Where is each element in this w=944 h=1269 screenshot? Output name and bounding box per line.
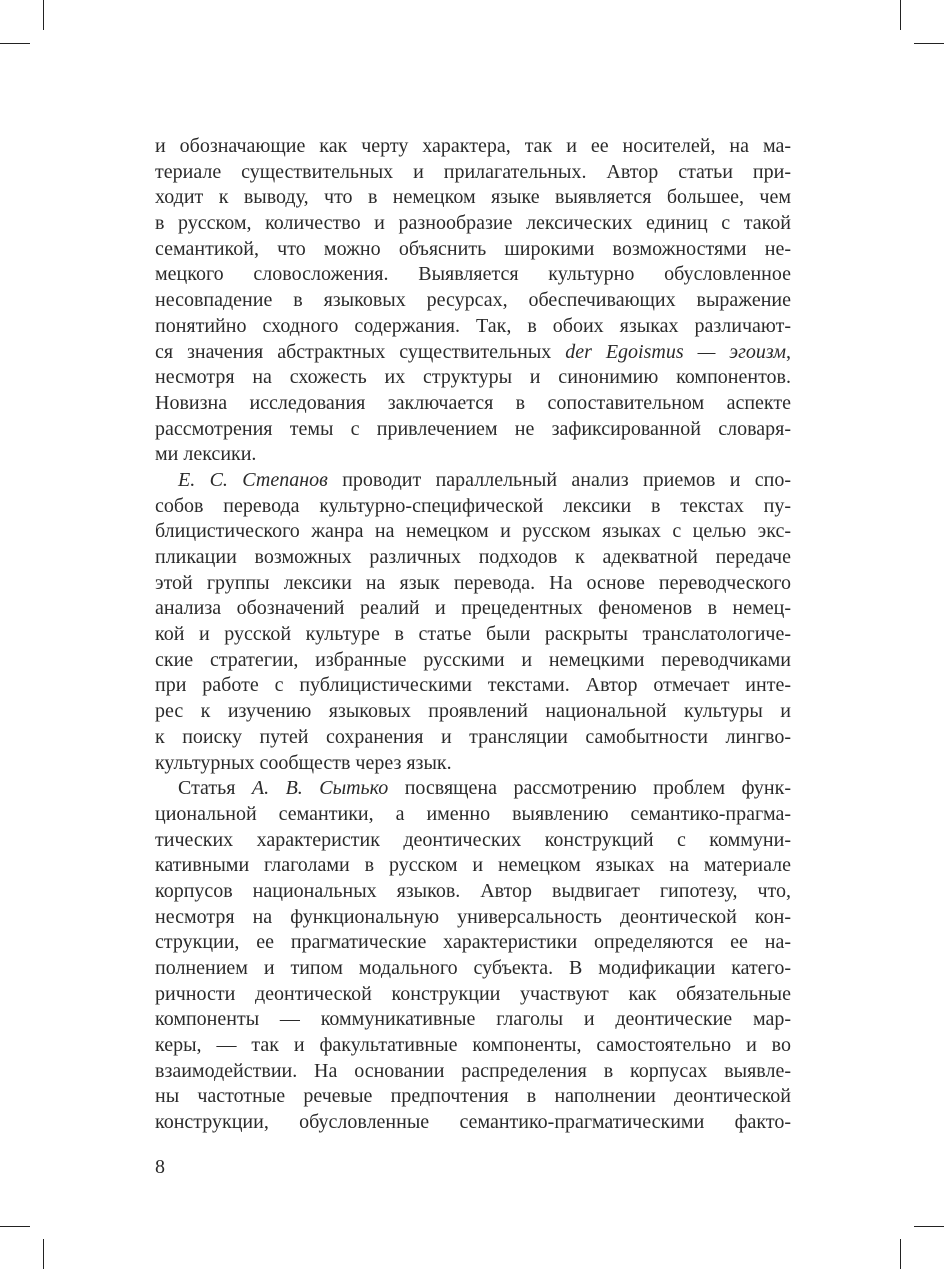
text-line — [155, 596, 791, 622]
text-segment: циональной семантики, а именно выявлению семантико-прагма- — [155, 802, 791, 825]
text-line — [155, 1007, 791, 1033]
text-segment: рассмотрения темы с привлечением не зафиксированной словаря- — [155, 417, 791, 440]
text-segment: и обозначающие как черту характера, так и ее носителей, на ма- — [155, 135, 791, 157]
text-line — [155, 1059, 791, 1085]
text-segment: кативными глаголами в русском и немецком языках на материале — [155, 854, 791, 877]
text-line — [155, 494, 791, 520]
text-segment: понятийно сходного содержания. Так, в обоих языках различают- — [155, 314, 791, 337]
italic-name: Е. С. Степанов — [178, 468, 328, 491]
text-line — [155, 365, 791, 391]
text-line — [155, 956, 791, 982]
text-segment: несмотря на схожесть их структуры и синонимию компонентов. — [155, 366, 791, 389]
text-line — [155, 211, 791, 237]
italic-name: der Egoismus — эгоизм — [565, 340, 786, 363]
text-segment: к поиску путей сохранения и трансляции самобытности лингво- — [155, 725, 791, 748]
text-segment: тических характеристик деонтических конструкций с коммуни- — [155, 828, 791, 851]
text-line — [155, 879, 791, 905]
text-line — [155, 776, 791, 802]
body-text — [155, 134, 791, 1136]
text-segment: компоненты — коммуникативные глаголы и деонтические мар- — [155, 1008, 791, 1031]
text-line — [155, 648, 791, 674]
text-segment: ходит к выводу, что в немецком языке выявляется большее, чем — [155, 186, 791, 209]
text-line — [155, 340, 791, 366]
text-segment: ские стратегии, избранные русскими и немецкими переводчиками — [155, 648, 791, 671]
text-line — [155, 673, 791, 699]
text-segment: взаимодействии. На основании распределения в корпусах выявле- — [155, 1059, 791, 1082]
italic-name: А. В. Сытько — [251, 777, 389, 800]
text-line — [155, 160, 791, 186]
text-line — [155, 185, 791, 211]
text-segment: конструкции, обусловленные семантико-прагматическими факто- — [155, 1111, 791, 1134]
text-segment: мецкого словосложения. Выявляется культурно обусловленное — [155, 263, 791, 286]
text-line — [155, 134, 791, 160]
text-segment: проводит параллельный анализ приемов и спо- — [327, 468, 791, 491]
text-line — [155, 288, 791, 314]
text-segment: блицистического жанра на немецком и русском языках с целью экс- — [155, 520, 791, 543]
text-line — [155, 468, 791, 494]
text-line — [155, 1033, 791, 1059]
crop-mark — [43, 1239, 44, 1269]
text-segment: посвящена рассмотрению проблем функ- — [388, 777, 791, 800]
text-segment: териале существительных и прилагательных. Автор статьи при- — [155, 160, 791, 183]
text-segment: керы, — так и факультативные компоненты, самостоятельно и во — [155, 1034, 791, 1057]
text-line — [155, 391, 791, 417]
text-line — [155, 853, 791, 879]
page-number: 8 — [155, 1156, 165, 1178]
crop-mark — [43, 0, 44, 30]
text-segment: несовпадение в языковых ресурсах, обеспечивающих выражение — [155, 289, 791, 312]
text-line — [155, 802, 791, 828]
text-line — [155, 571, 791, 597]
text-segment: Новизна исследования заключается в сопоставительном аспекте — [155, 391, 791, 414]
text-line — [155, 905, 791, 931]
text-segment: , — [786, 340, 791, 363]
text-segment: анализа обозначений реалий и прецедентных феноменов в немец- — [155, 597, 791, 620]
text-line — [155, 751, 791, 777]
crop-mark — [900, 1239, 901, 1269]
crop-mark — [914, 1226, 944, 1227]
text-line — [155, 622, 791, 648]
paragraph — [155, 468, 791, 776]
text-segment: ми лексики. — [155, 443, 257, 466]
text-line — [155, 1110, 791, 1136]
text-line — [155, 982, 791, 1008]
text-line — [155, 930, 791, 956]
text-segment: ны частотные речевые предпочтения в наполнении деонтической — [155, 1085, 791, 1108]
text-segment: Статья — [178, 777, 252, 800]
text-line — [155, 442, 791, 468]
text-segment: несмотря на функциональную универсальность деонтической кон- — [155, 905, 791, 928]
crop-mark — [914, 43, 944, 44]
text-line — [155, 417, 791, 443]
text-segment: кой и русской культуре в статье были раскрыты транслатологиче- — [155, 623, 791, 646]
text-line — [155, 237, 791, 263]
text-line — [155, 828, 791, 854]
crop-mark — [900, 0, 901, 30]
paragraph — [155, 134, 791, 468]
crop-mark — [0, 43, 30, 44]
text-line — [155, 725, 791, 751]
text-segment: при работе с публицистическими текстами. Автор отмечает инте- — [155, 674, 791, 697]
text-segment: в русском, количество и разнообразие лексических единиц с такой — [155, 212, 791, 235]
text-line — [155, 262, 791, 288]
text-segment: полнением и типом модального субъекта. В модификации катего- — [155, 957, 791, 979]
text-segment: ся значения абстрактных существительных — [155, 340, 566, 363]
text-segment: собов перевода культурно-специфической лексики в текстах пу- — [155, 494, 791, 517]
text-line — [155, 1084, 791, 1110]
text-segment: семантикой, что можно объяснить широкими возможностями не- — [155, 237, 791, 260]
text-segment: корпусов национальных языков. Автор выдвигает гипотезу, что, — [155, 879, 791, 902]
text-line — [155, 699, 791, 725]
text-line — [155, 545, 791, 571]
text-segment: культурных сообществ через язык. — [155, 751, 452, 774]
text-segment: струкции, ее прагматические характеристики определяются ее на- — [155, 931, 791, 954]
paragraph — [155, 776, 791, 1136]
text-segment: этой группы лексики на язык перевода. На основе переводческого — [155, 571, 791, 594]
text-segment: ричности деонтической конструкции участвуют как обязательные — [155, 982, 791, 1005]
text-line — [155, 519, 791, 545]
crop-mark — [0, 1226, 30, 1227]
text-line — [155, 314, 791, 340]
text-segment: рес к изучению языковых проявлений национальной культуры и — [155, 700, 791, 723]
text-segment: пликации возможных различных подходов к адекватной передаче — [155, 546, 791, 568]
